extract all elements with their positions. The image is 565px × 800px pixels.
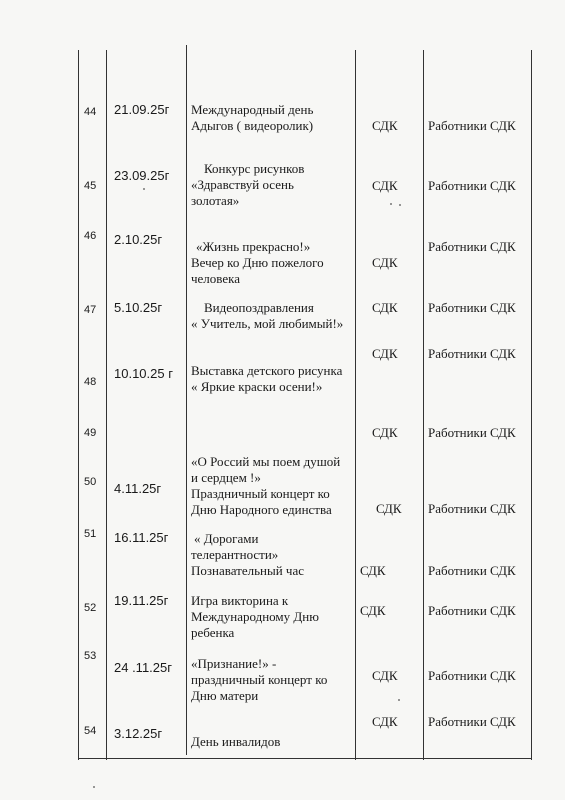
table-border-bottom xyxy=(78,758,532,759)
row-responsible: Работники СДК xyxy=(428,346,516,361)
row-event-line: золотая» xyxy=(191,193,240,208)
row-place: СДК xyxy=(372,118,398,133)
row-number: 44 xyxy=(84,106,97,118)
row-responsible: Работники СДК xyxy=(428,300,516,315)
row-place: СДК xyxy=(376,501,402,516)
row-place: СДК xyxy=(372,668,398,683)
row-place: СДК xyxy=(372,714,398,729)
row-number: 46 xyxy=(84,230,97,242)
row-date: 2.10.25г xyxy=(114,232,163,247)
row-number: 53 xyxy=(84,650,97,662)
scan-speck xyxy=(399,204,401,206)
table-border-right xyxy=(531,50,532,760)
row-event-line: « Учитель, мой любимый!» xyxy=(191,316,344,331)
row-event-line: Праздничный концерт ко xyxy=(191,486,330,501)
row-place: СДК xyxy=(372,178,398,193)
row-number: 49 xyxy=(84,427,97,439)
row-number: 51 xyxy=(84,528,97,540)
row-place: СДК xyxy=(360,563,386,578)
row-event-line: «Признание!» - xyxy=(191,656,277,671)
row-date: 3.12.25г xyxy=(114,726,163,741)
row-event-line: «О Россий мы поем душой xyxy=(191,454,341,469)
row-event-line: Вечер ко Дню пожелого xyxy=(191,255,324,270)
row-responsible: Работники СДК xyxy=(428,501,516,516)
row-event-line: Адыгов ( видеоролик) xyxy=(191,118,314,133)
row-date: 23.09.25г xyxy=(114,168,170,183)
table-border-col-event xyxy=(186,45,187,755)
row-place: СДК xyxy=(372,255,398,270)
row-number: 47 xyxy=(84,304,97,316)
row-event-line: Международный день xyxy=(191,102,314,117)
row-date: 21.09.25г xyxy=(114,102,170,117)
row-event-line: « Яркие краски осени!» xyxy=(191,379,323,394)
row-responsible: Работники СДК xyxy=(428,118,516,133)
scan-speck xyxy=(390,203,392,205)
row-event-line: праздничный концерт ко xyxy=(191,672,328,687)
table-border-col-date xyxy=(106,50,107,760)
row-responsible: Работники СДК xyxy=(428,425,516,440)
row-place: СДК xyxy=(372,300,398,315)
row-responsible: Работники СДК xyxy=(428,714,516,729)
row-date: 5.10.25г xyxy=(114,300,163,315)
row-event-line: телерантности» xyxy=(191,547,279,562)
row-event-line: « Дорогами xyxy=(194,531,259,546)
table-border-left xyxy=(78,50,79,760)
row-place: СДК xyxy=(372,346,398,361)
row-date: 10.10.25 г xyxy=(114,366,173,381)
row-responsible: Работники СДК xyxy=(428,178,516,193)
row-date: 19.11.25г xyxy=(114,593,169,608)
row-event-line: ребенка xyxy=(191,625,235,640)
row-date: 4.11.25г xyxy=(114,481,162,496)
row-event-line: Дню матери xyxy=(191,688,259,703)
row-event-line: Международному Дню xyxy=(191,609,319,624)
row-date: 16.11.25г xyxy=(114,530,169,545)
row-event-line: человека xyxy=(191,271,241,286)
scan-speck xyxy=(398,699,400,701)
row-responsible: Работники СДК xyxy=(428,239,516,254)
row-number: 52 xyxy=(84,602,97,614)
table-border-col-place xyxy=(355,50,356,760)
row-date: 24 .11.25г xyxy=(114,660,172,675)
scan-speck xyxy=(93,786,95,788)
row-number: 45 xyxy=(84,180,97,192)
row-event-line: «Здравствуй осень xyxy=(191,177,294,192)
row-number: 50 xyxy=(84,476,97,488)
row-event-line: Игра викторина к xyxy=(191,593,289,608)
row-place: СДК xyxy=(360,603,386,618)
row-place: СДК xyxy=(372,425,398,440)
table-border-col-resp xyxy=(423,50,424,760)
row-event-line: Дню Народного единства xyxy=(191,502,332,517)
row-number: 54 xyxy=(84,725,97,737)
row-responsible: Работники СДК xyxy=(428,668,516,683)
row-responsible: Работники СДК xyxy=(428,563,516,578)
row-event-line: День инвалидов xyxy=(191,734,281,749)
row-event-line: Выставка детского рисунка xyxy=(191,363,343,378)
row-event-line: «Жизнь прекрасно!» xyxy=(196,239,311,254)
row-event-line: Видеопоздравления xyxy=(204,300,314,315)
row-event-line: Познавательный час xyxy=(191,563,304,578)
row-event-line: Конкурс рисунков xyxy=(204,161,305,176)
row-event-line: и сердцем !» xyxy=(191,470,261,485)
scan-speck xyxy=(143,188,145,190)
row-responsible: Работники СДК xyxy=(428,603,516,618)
row-number: 48 xyxy=(84,376,97,388)
